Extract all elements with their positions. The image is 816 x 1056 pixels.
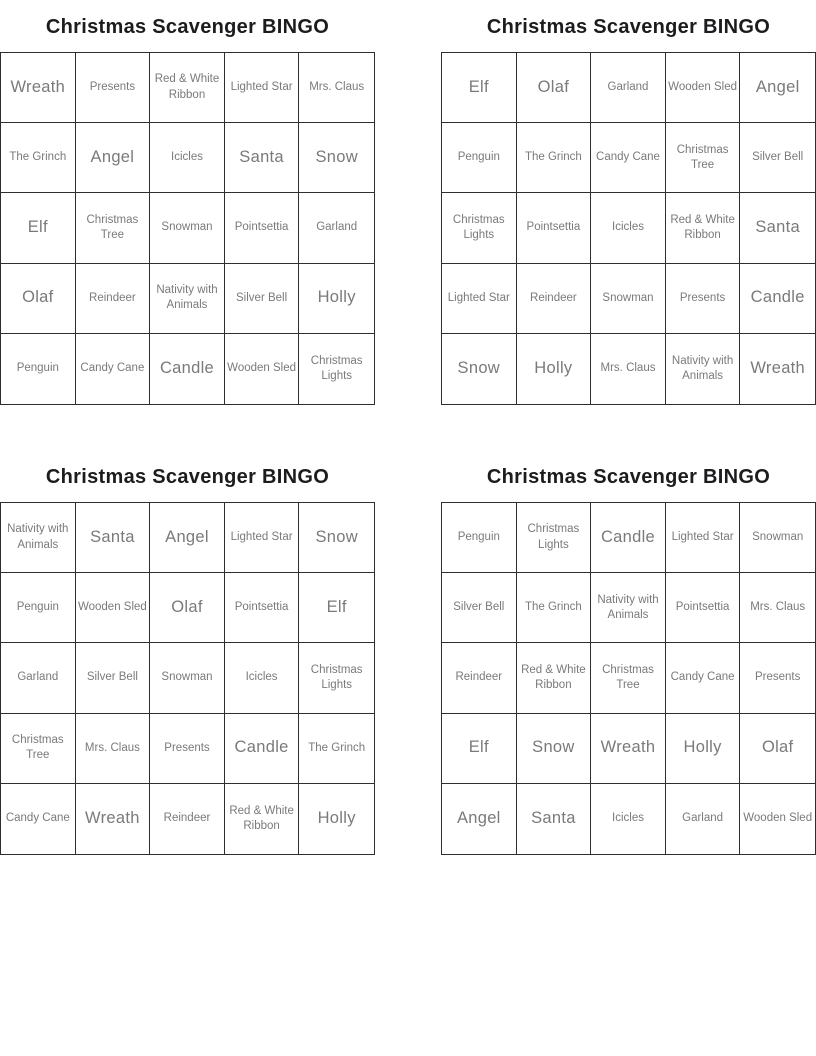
bingo-cell: Pointsettia: [666, 573, 741, 643]
bingo-cell: Olaf: [517, 53, 592, 123]
bingo-cell: Santa: [225, 123, 300, 193]
bingo-cell: Olaf: [150, 573, 225, 643]
card-title: Christmas Scavenger BINGO: [486, 466, 771, 488]
bingo-cell: Snowman: [740, 503, 815, 573]
bingo-cell: Christmas Lights: [299, 643, 374, 713]
bingo-cell: Red & White Ribbon: [517, 643, 592, 713]
bingo-cell: Santa: [76, 503, 151, 573]
bingo-cell: Snow: [442, 334, 517, 404]
bingo-cell: Wreath: [1, 53, 76, 123]
bingo-cell: Wreath: [591, 714, 666, 784]
bingo-cell: Garland: [666, 784, 741, 854]
bingo-card-4: [441, 463, 816, 855]
bingo-cell: Holly: [299, 264, 374, 334]
bingo-cell: Elf: [299, 573, 374, 643]
bingo-cell: Candy Cane: [666, 643, 741, 713]
bingo-cell: Olaf: [1, 264, 76, 334]
bingo-cell: Candy Cane: [591, 123, 666, 193]
bingo-cell: Penguin: [442, 123, 517, 193]
bingo-cell: Candle: [740, 264, 815, 334]
bingo-cell: Christmas Lights: [517, 503, 592, 573]
bingo-cell: Garland: [299, 193, 374, 263]
bingo-cell: Reindeer: [76, 264, 151, 334]
bingo-cell: Christmas Tree: [1, 714, 76, 784]
bingo-cell: Reindeer: [442, 643, 517, 713]
bingo-cell: Pointsettia: [225, 193, 300, 263]
bingo-cell: Christmas Lights: [442, 193, 517, 263]
bingo-cell: Angel: [150, 503, 225, 573]
bingo-cell: Garland: [1, 643, 76, 713]
bingo-cell: Presents: [76, 53, 151, 123]
bingo-cell: Penguin: [442, 503, 517, 573]
bingo-cell: Mrs. Claus: [740, 573, 815, 643]
card-title: Christmas Scavenger BINGO: [45, 16, 330, 38]
bingo-cell: Candle: [591, 503, 666, 573]
bingo-cell: Christmas Tree: [666, 123, 741, 193]
card-title: Christmas Scavenger BINGO: [486, 16, 771, 38]
bingo-cell: Christmas Tree: [591, 643, 666, 713]
bingo-cell: Red & White Ribbon: [666, 193, 741, 263]
bingo-cell: Nativity with Animals: [666, 334, 741, 404]
bingo-card-2: [441, 13, 816, 405]
bingo-cell: Candy Cane: [76, 334, 151, 404]
bingo-cell: The Grinch: [1, 123, 76, 193]
bingo-cell: Angel: [442, 784, 517, 854]
bingo-grid: [441, 502, 816, 855]
bingo-cell: Lighted Star: [225, 503, 300, 573]
bingo-cell: Santa: [740, 193, 815, 263]
bingo-cell: Penguin: [1, 334, 76, 404]
bingo-cell: Holly: [666, 714, 741, 784]
bingo-cell: Mrs. Claus: [76, 714, 151, 784]
bingo-cell: Presents: [150, 714, 225, 784]
bingo-cell: Santa: [517, 784, 592, 854]
bingo-card-1: [0, 13, 375, 405]
bingo-cell: Red & White Ribbon: [225, 784, 300, 854]
bingo-cell: Nativity with Animals: [591, 573, 666, 643]
bingo-cell: Lighted Star: [666, 503, 741, 573]
bingo-cell: Penguin: [1, 573, 76, 643]
bingo-cell: Candle: [150, 334, 225, 404]
bingo-cell: Wooden Sled: [225, 334, 300, 404]
bingo-cell: Olaf: [740, 714, 815, 784]
bingo-grid: [0, 502, 375, 855]
bingo-grid: [0, 52, 375, 405]
bingo-cell: Icicles: [150, 123, 225, 193]
bingo-cell: Holly: [317, 808, 356, 827]
bingo-cell: Reindeer: [517, 264, 592, 334]
bingo-cell: Icicles: [591, 193, 666, 263]
bingo-cell: Icicles: [225, 643, 300, 713]
bingo-cell: Wooden Sled: [666, 53, 741, 123]
bingo-cell: Elf: [442, 53, 517, 123]
bingo-cell: Angel: [740, 53, 815, 123]
bingo-cell: Pointsettia: [517, 193, 592, 263]
bingo-cell: Candy Cane: [1, 784, 76, 854]
bingo-cell: The Grinch: [517, 123, 592, 193]
bingo-cell: Snow: [299, 123, 374, 193]
bingo-cell: Lighted Star: [442, 264, 517, 334]
bingo-cell: Reindeer: [150, 784, 225, 854]
bingo-cell: Garland: [591, 53, 666, 123]
bingo-cell: Mrs. Claus: [591, 334, 666, 404]
bingo-cell: Snowman: [150, 643, 225, 713]
bingo-cell: Snowman: [591, 264, 666, 334]
bingo-cell: Wreath: [750, 358, 806, 377]
bingo-cell: Silver Bell: [76, 643, 151, 713]
bingo-cell: Mrs. Claus: [299, 53, 374, 123]
bingo-cell: Presents: [740, 643, 815, 713]
bingo-grid: [441, 52, 816, 405]
bingo-cell: Wreath: [76, 784, 151, 854]
bingo-cell: Icicles: [591, 784, 666, 854]
bingo-cell: Silver Bell: [225, 264, 300, 334]
bingo-cell: Angel: [76, 123, 151, 193]
bingo-cell: Wooden Sled: [76, 573, 151, 643]
bingo-cell: Christmas Lights: [310, 354, 363, 382]
bingo-cell: Snowman: [150, 193, 225, 263]
bingo-cell: Wooden Sled: [743, 812, 813, 825]
bingo-cell: Elf: [442, 714, 517, 784]
bingo-card-3: [0, 463, 375, 855]
bingo-cell: Christmas Tree: [76, 193, 151, 263]
bingo-cell: Presents: [666, 264, 741, 334]
bingo-cell: Snow: [517, 714, 592, 784]
bingo-cell: Elf: [1, 193, 76, 263]
bingo-cell: The Grinch: [299, 714, 374, 784]
bingo-cell: Red & White Ribbon: [150, 53, 225, 123]
bingo-cell: Nativity with Animals: [1, 503, 76, 573]
bingo-cell: Pointsettia: [225, 573, 300, 643]
bingo-cell: Lighted Star: [225, 53, 300, 123]
bingo-cell: Holly: [517, 334, 592, 404]
bingo-cell: Candle: [225, 714, 300, 784]
bingo-cell: Silver Bell: [442, 573, 517, 643]
card-title: Christmas Scavenger BINGO: [45, 466, 330, 488]
bingo-cell: Nativity with Animals: [150, 264, 225, 334]
bingo-cell: Snow: [299, 503, 374, 573]
bingo-cell: The Grinch: [517, 573, 592, 643]
bingo-cell: Silver Bell: [740, 123, 815, 193]
